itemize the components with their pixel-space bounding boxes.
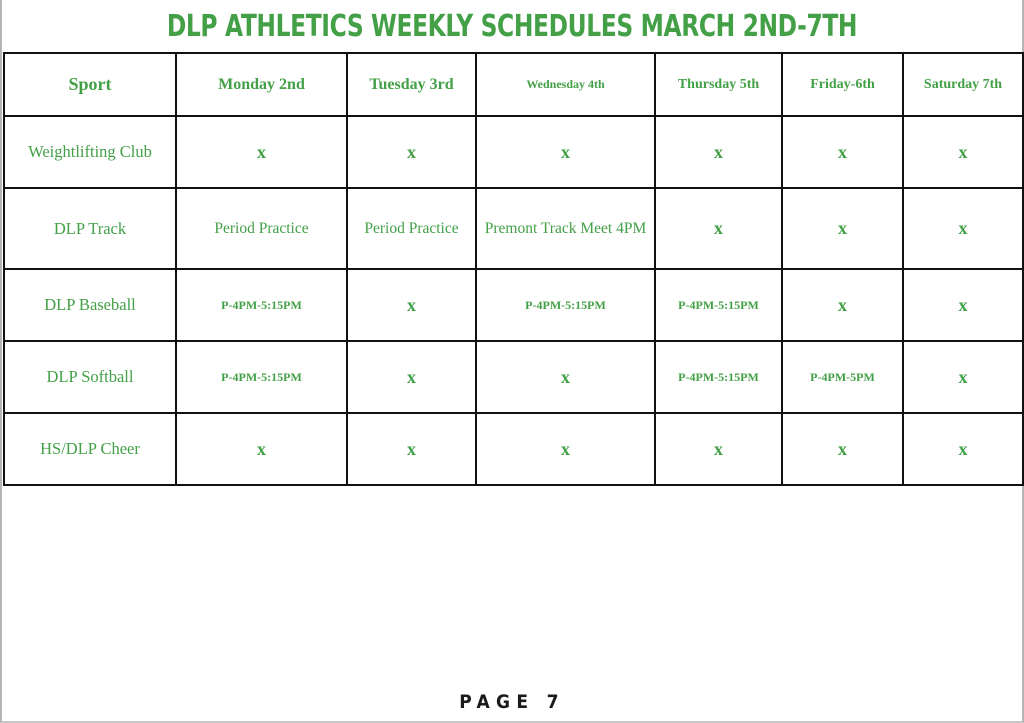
- schedule-cell: x: [347, 341, 476, 413]
- table-row: [4, 413, 1023, 485]
- column-header-thursday: Thursday 5th: [655, 53, 782, 116]
- table-row: [4, 341, 1023, 413]
- column-header-friday: Friday-6th: [782, 53, 903, 116]
- schedule-cell: x: [476, 341, 655, 413]
- sport-name-cell: DLP Softball: [4, 341, 176, 413]
- schedule-cell: x: [903, 188, 1023, 269]
- schedule-cell: Period Practice: [347, 188, 476, 269]
- column-header-tuesday: Tuesday 3rd: [347, 53, 476, 116]
- schedule-cell: x: [782, 116, 903, 188]
- schedule-cell: P-4PM-5:15PM: [655, 269, 782, 341]
- sport-name-cell: DLP Baseball: [4, 269, 176, 341]
- schedule-cell: x: [782, 413, 903, 485]
- schedule-cell: x: [655, 188, 782, 269]
- schedule-cell: x: [655, 116, 782, 188]
- table-row: [4, 188, 1023, 269]
- schedule-cell: x: [782, 188, 903, 269]
- column-header-wednesday: Wednesday 4th: [476, 53, 655, 116]
- schedule-cell: P-4PM-5:15PM: [176, 341, 347, 413]
- schedule-cell: x: [903, 341, 1023, 413]
- table-row: [4, 269, 1023, 341]
- schedule-cell: x: [476, 116, 655, 188]
- schedule-cell: x: [903, 269, 1023, 341]
- page-title: DLP ATHLETICS WEEKLY SCHEDULES MARCH 2ND-7TH: [166, 9, 858, 44]
- schedule-cell: x: [782, 269, 903, 341]
- column-header-sport: Sport: [4, 53, 176, 116]
- schedule-cell: P-4PM-5:15PM: [476, 269, 655, 341]
- schedule-cell: x: [347, 269, 476, 341]
- schedule-cell: x: [347, 116, 476, 188]
- schedule-table: [3, 52, 1024, 486]
- schedule-cell: x: [903, 116, 1023, 188]
- schedule-cell: x: [176, 116, 347, 188]
- sport-name-cell: DLP Track: [4, 188, 176, 269]
- schedule-cell: Period Practice: [176, 188, 347, 269]
- sport-name-cell: HS/DLP Cheer: [4, 413, 176, 485]
- schedule-cell: P-4PM-5:15PM: [655, 341, 782, 413]
- schedule-cell: P-4PM-5:15PM: [176, 269, 347, 341]
- schedule-cell: P-4PM-5PM: [782, 341, 903, 413]
- table-row: [4, 116, 1023, 188]
- schedule-cell: x: [347, 413, 476, 485]
- sport-name-cell: Weightlifting Club: [4, 116, 176, 188]
- page-number: PAGE 7: [459, 691, 565, 713]
- column-header-saturday: Saturday 7th: [903, 53, 1023, 116]
- schedule-cell: x: [903, 413, 1023, 485]
- header-row: [4, 53, 1023, 116]
- schedule-cell: Premont Track Meet 4PM: [476, 188, 655, 269]
- schedule-cell: x: [655, 413, 782, 485]
- schedule-cell: x: [476, 413, 655, 485]
- column-header-monday: Monday 2nd: [176, 53, 347, 116]
- schedule-cell: x: [176, 413, 347, 485]
